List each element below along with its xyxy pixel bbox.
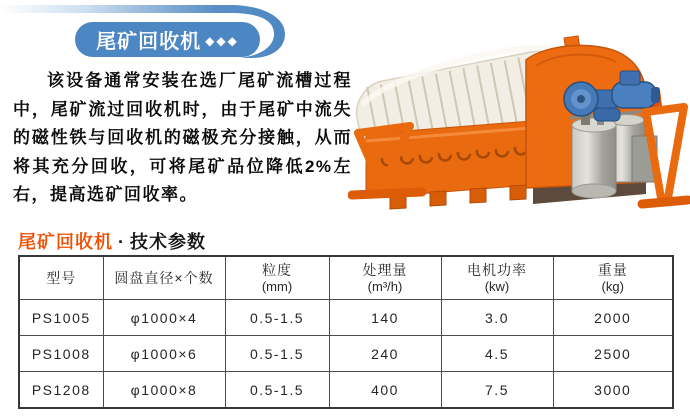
- cell-weight: 2500: [553, 336, 673, 372]
- cell-capacity: 400: [329, 372, 441, 409]
- table-row: [19, 300, 673, 336]
- left-frame-base: [352, 192, 422, 195]
- table-row: [19, 336, 673, 372]
- cell-weight: 2000: [553, 300, 673, 336]
- right-frame-base: [642, 200, 688, 204]
- section-product-name: 尾矿回收机: [18, 232, 113, 252]
- diamond-icons: ◆◆◆: [205, 33, 239, 48]
- cell-power: 4.5: [441, 336, 553, 372]
- cell-disc: φ1000×8: [103, 372, 225, 409]
- col-header-model: 型号: [19, 256, 103, 300]
- cell-granularity: 0.5-1.5: [225, 300, 329, 336]
- section-title: 技术参数: [130, 232, 206, 252]
- banner-pill: [75, 22, 260, 57]
- cell-weight: 3000: [553, 372, 673, 409]
- cell-model: PS1208: [19, 372, 103, 409]
- cell-capacity: 140: [329, 300, 441, 336]
- section-separator: ·: [118, 232, 125, 252]
- section-heading: [18, 228, 206, 254]
- intro-paragraph: 该设备通常安装在选厂尾矿流槽过程中，尾矿流过回收机时，由于尾矿中流失的磁性铁与回收机的磁极充分接触，从而将其充分回收，可将尾矿品位降低2%左右，提高选矿回收率。: [13, 71, 352, 204]
- col-header-capacity: 处理量 (m³/h): [329, 256, 441, 300]
- banner: [0, 0, 300, 62]
- cell-granularity: 0.5-1.5: [225, 372, 329, 409]
- col-header-disc: 圆盘直径×个数: [103, 256, 225, 300]
- cell-granularity: 0.5-1.5: [225, 336, 329, 372]
- cell-power: 7.5: [441, 372, 553, 409]
- col-header-weight: 重量 (kg): [553, 256, 673, 300]
- banner-title: 尾矿回收机: [96, 31, 202, 53]
- right-frame: [646, 107, 684, 198]
- cell-model: PS1005: [19, 300, 103, 336]
- table-row: [19, 372, 673, 409]
- machine-photo: [348, 8, 690, 238]
- cell-disc: φ1000×6: [103, 336, 225, 372]
- cell-capacity: 240: [329, 336, 441, 372]
- spec-table: [18, 255, 674, 409]
- col-header-granularity: 粒度 (mm): [225, 256, 329, 300]
- cell-power: 3.0: [441, 300, 553, 336]
- cell-model: PS1008: [19, 336, 103, 372]
- cell-disc: φ1000×4: [103, 300, 225, 336]
- header-row: [19, 256, 673, 300]
- col-header-power: 电机功率 (kw): [441, 256, 553, 300]
